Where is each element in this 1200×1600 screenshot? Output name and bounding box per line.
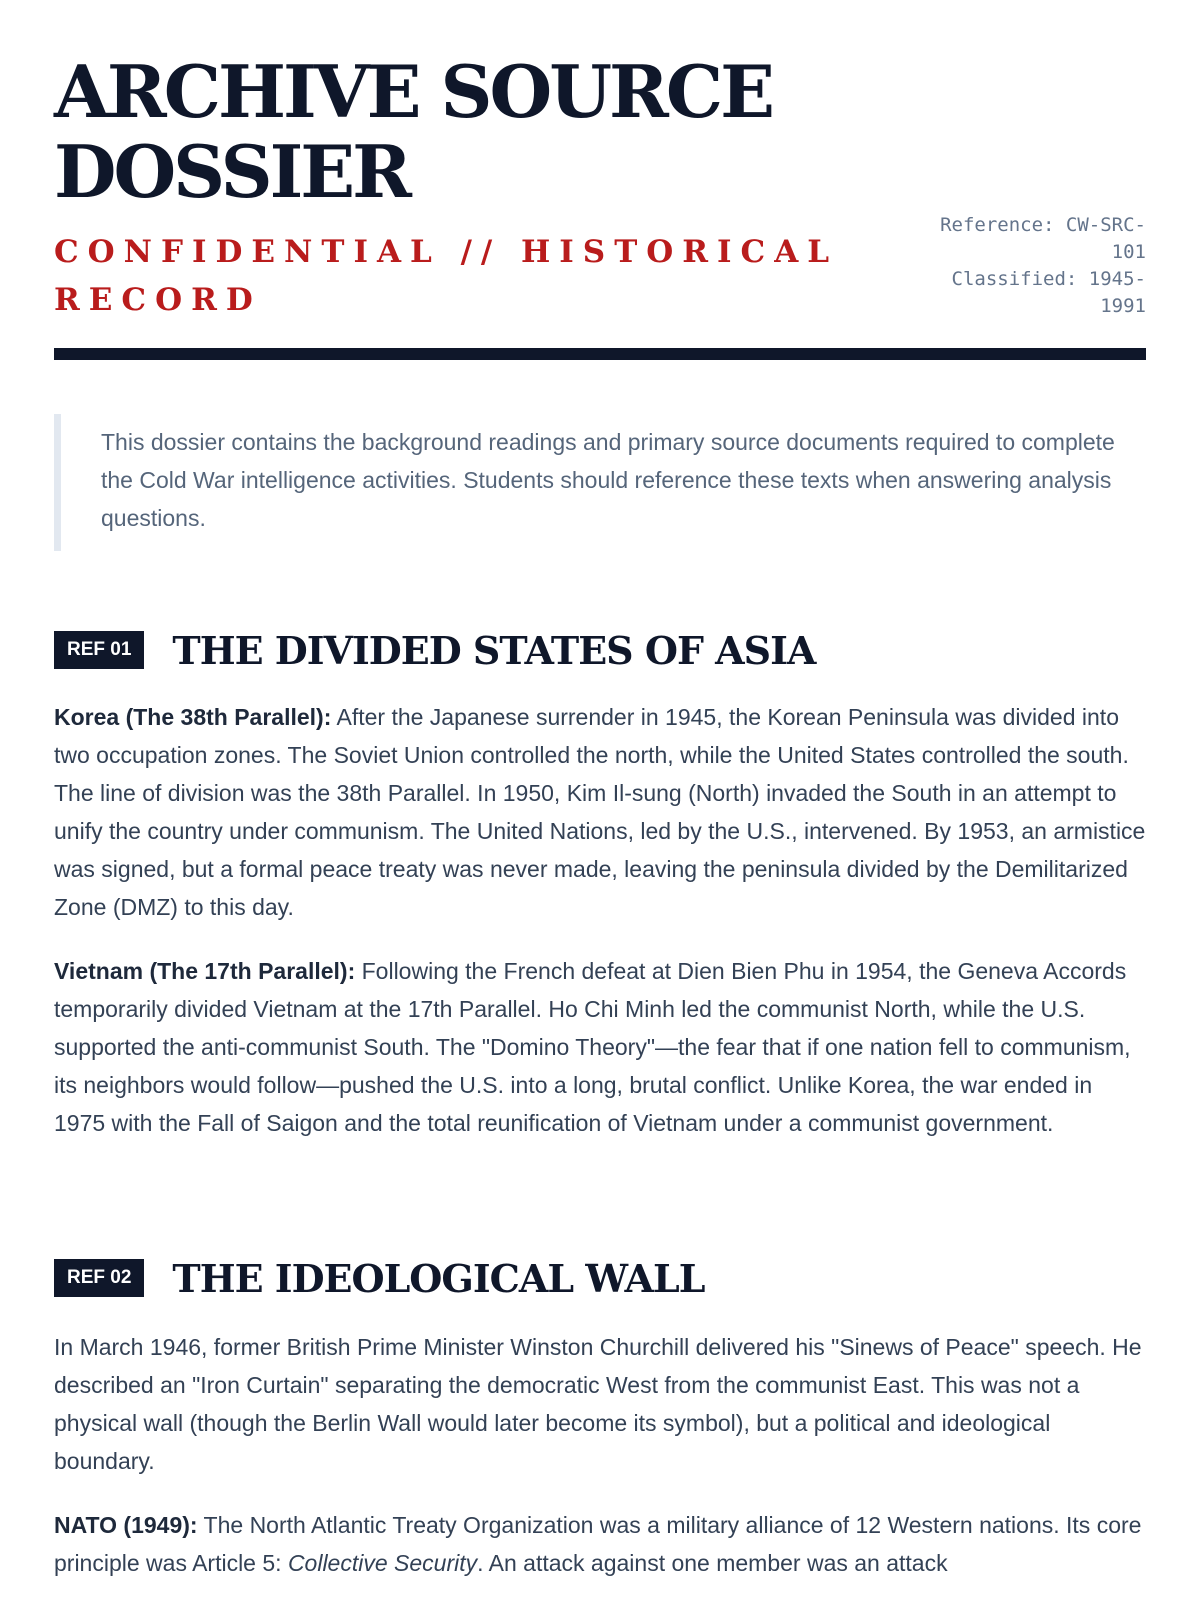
paragraph-lead: Korea (The 38th Parallel): <box>54 704 332 730</box>
section-header <box>54 626 1146 674</box>
reference-code: Reference: CW-SRC-101 <box>940 214 1146 263</box>
section-title: THE DIVIDED STATES OF ASIA <box>172 627 816 673</box>
section-title: THE IDEOLOGICAL WALL <box>172 1255 705 1301</box>
section-ref-01 <box>54 626 1146 1142</box>
classified-period: Classified: 1945-1991 <box>951 268 1146 317</box>
document-meta <box>906 212 1146 320</box>
ref-badge: REF 02 <box>54 1259 144 1297</box>
paragraph-text: The North Atlantic Treaty Organization was a military alliance of 12 Western nations. Its core principle was Article 5: <box>54 1512 1142 1576</box>
section-header <box>54 1254 1146 1302</box>
paragraph-lead: NATO (1949): <box>54 1512 198 1538</box>
section-ref-02 <box>54 1254 1146 1582</box>
paragraph-nato <box>54 1506 1146 1582</box>
paragraph-vietnam <box>54 952 1146 1142</box>
paragraph-text: After the Japanese surrender in 1945, the Korean Peninsula was divided into two occupation zones. The Soviet Union controlled the north, while the United States controlled the south. The line of division was the 38th Parallel. In 1950, Kim Il-sung (North) invaded the South in an attempt to unify the country under communism. The United Nations, led by the U.S., intervened. By 1953, an armistice was signed, but a formal peace treaty was never made, leaving the peninsula divided by the Demilitarized Zone (DMZ) to this day. <box>54 704 1146 920</box>
paragraph-text: Following the French defeat at Dien Bien Phu in 1954, the Geneva Accords temporarily divided Vietnam at the 17th Parallel. Ho Chi Minh led the communist North, while the U.S. supported the anti-communist South. The "Domino Theory"—the fear that if one nation fell to communism, its neighbors would follow—pushed the U.S. into a long, brutal conflict. Unlike Korea, the war ended in 1975 with the Fall of Saigon and the total reunification of Vietnam under a communist government. <box>54 958 1131 1136</box>
paragraph-iron-curtain <box>54 1328 1146 1480</box>
paragraph-tail: . An attack against one member was an attack <box>477 1550 948 1576</box>
dossier-header <box>54 0 1146 360</box>
paragraph-lead: Vietnam (The 17th Parallel): <box>54 958 356 984</box>
classification-subtitle: CONFIDENTIAL // HISTORICAL RECORD <box>54 234 839 318</box>
intro-blockquote: This dossier contains the background readings and primary source documents required to complete the Cold War intelligence activities. Students should reference these texts when answering analysis questions. <box>54 414 1146 551</box>
paragraph-text: In March 1946, former British Prime Minister Winston Churchill delivered his "Sinews of Peace" speech. He described an "Iron Curtain" separating the democratic West from the communist East. This was not a physical wall (though the Berlin Wall would later become its symbol), but a political and ideological boundary. <box>54 1334 1142 1474</box>
page-title: ARCHIVE SOURCE DOSSIER <box>54 49 773 214</box>
ref-badge: REF 01 <box>54 631 144 669</box>
header-divider <box>54 348 1146 360</box>
paragraph-emphasis: Collective Security <box>287 1550 478 1576</box>
paragraph-korea <box>54 698 1146 926</box>
dossier-page <box>54 0 1146 1576</box>
